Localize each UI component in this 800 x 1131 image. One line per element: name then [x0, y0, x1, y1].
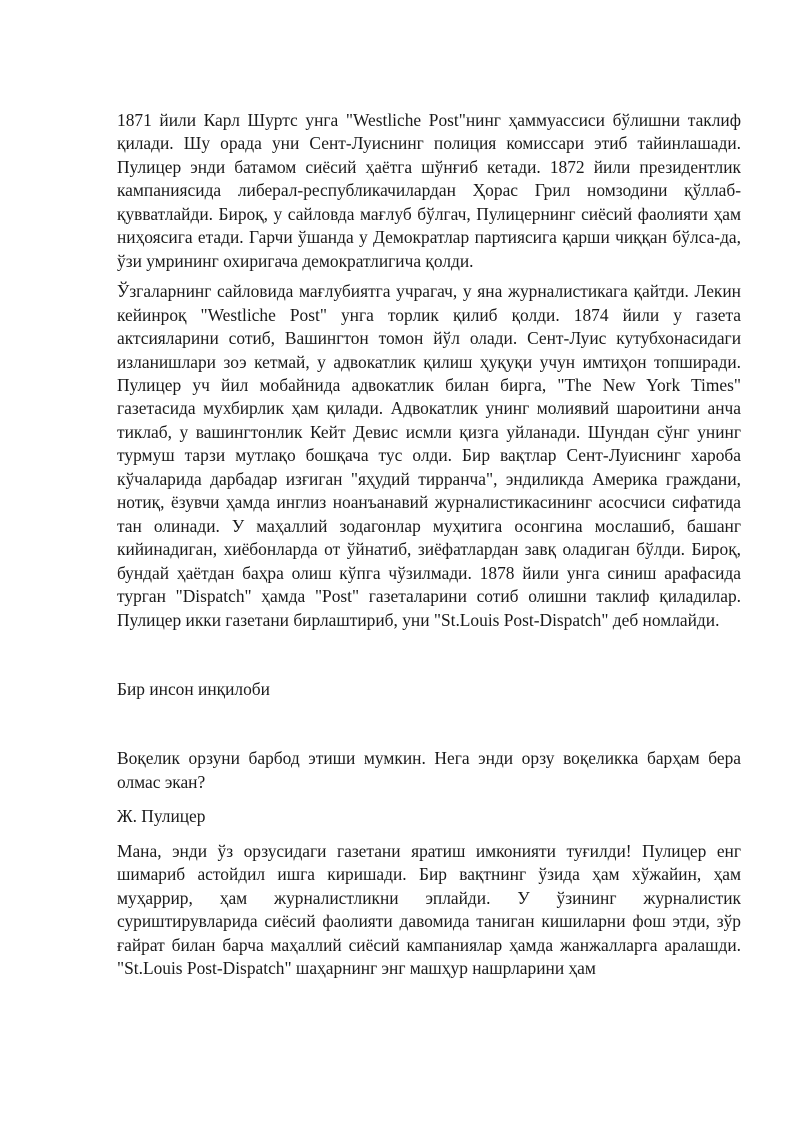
- section-heading: Бир инсон инқилоби: [117, 678, 270, 699]
- paragraph: Мана, энди ўз орзусидаги газетани яратиш имконияти туғилди! Пулицер енг шимариб астойдил ишга киришади. Бир вақтнинг ўзида ҳам хўжайин, ҳам муҳаррир, ҳам журналистликни эплайди. У ўзининг журналистик суриштирувларида сиёсий фаолияти давомида таниган кишиларни фош этди, зўр ғайрат билан барча маҳаллий сиёсий кампаниялар ҳамда жанжалларга аралашди. "St.Louis Post-Dispatch" шаҳарнинг энг машҳур нашрларини ҳам: [117, 840, 741, 979]
- paragraph: 1871 йили Карл Шуртс унга "Westliche Post"нинг ҳаммуассиси бўлишни таклиф қилади. Шу орада уни Сент-Луиснинг полиция комиссари этиб тайинлашади. Пулицер энди батамом сиёсий ҳаётга шўнғиб кетади. 1872 йили президентлик кампаниясида либерал-республикачилардан Ҳорас Грил номзодини қўллаб-қувватлайди. Бироқ, у сайловда мағлуб бўлгач, Пулицернинг сиёсий фаолияти ҳам ниҳоясига етади. Гарчи ўшанда у Демократлар партиясига қарши чиққан бўлса-да, ўзи умрининг охиригача демократлигича қолди.: [117, 110, 741, 271]
- document-body: [117, 109, 741, 981]
- epigraph-quote: Воқелик орзуни барбод этиши мумкин. Нега энди орзу воқеликка барҳам бера олмас экан?: [117, 748, 741, 792]
- paragraph: Ўзгаларнинг сайловида мағлубиятга учрагач, у яна журналистикага қайтди. Лекин кейинроқ "Westliche Post" унга торлик қилиб қолди. 1874 йили у газета актсияларини сотиб, Вашингтон томон йўл олади. Сент-Луис кутубхонасидаги изланишлари зоэ кетмай, у адвокатлик қилиш ҳуқуқи учун имтиҳон топширади. Пулицер уч йил мобайнида адвокатлик билан бирга, "The New York Times" газетасида мухбирлик ҳам қилади. Адвокатлик унинг молиявий шароитини анча тиклаб, у вашингтонлик Кейт Девис исмли қизга уйланади. Шундан сўнг унинг турмуш тарзи мутлақо бошқача тус олди. Бир вақтлар Сент-Луиснинг хароба кўчаларида дарбадар изғиган "яҳудий тирранча", эндиликда Америка граждани, нотиқ, ёзувчи ҳамда инглиз ноанъанавий журналистикасининг асосчиси сифатида тан олинади. У маҳаллий зодагонлар муҳитига осонгина мослашиб, башанг кийинадиган, хиёбонларда от ўйнатиб, зиёфатлардан завқ оладиган бўлди. Бироқ, бундай ҳаётдан баҳра олиш кўпга чўзилмади. 1878 йили унга синиш арафасида турган "Dispatch" ҳамда "Post" газеталарини сотиб олишни таклиф қиладилар. Пулицер икки газетани бирлаштириб, уни "St.Louis Post-Dispatch" деб номлайди.: [117, 281, 741, 630]
- epigraph-author: Ж. Пулицер: [117, 806, 206, 827]
